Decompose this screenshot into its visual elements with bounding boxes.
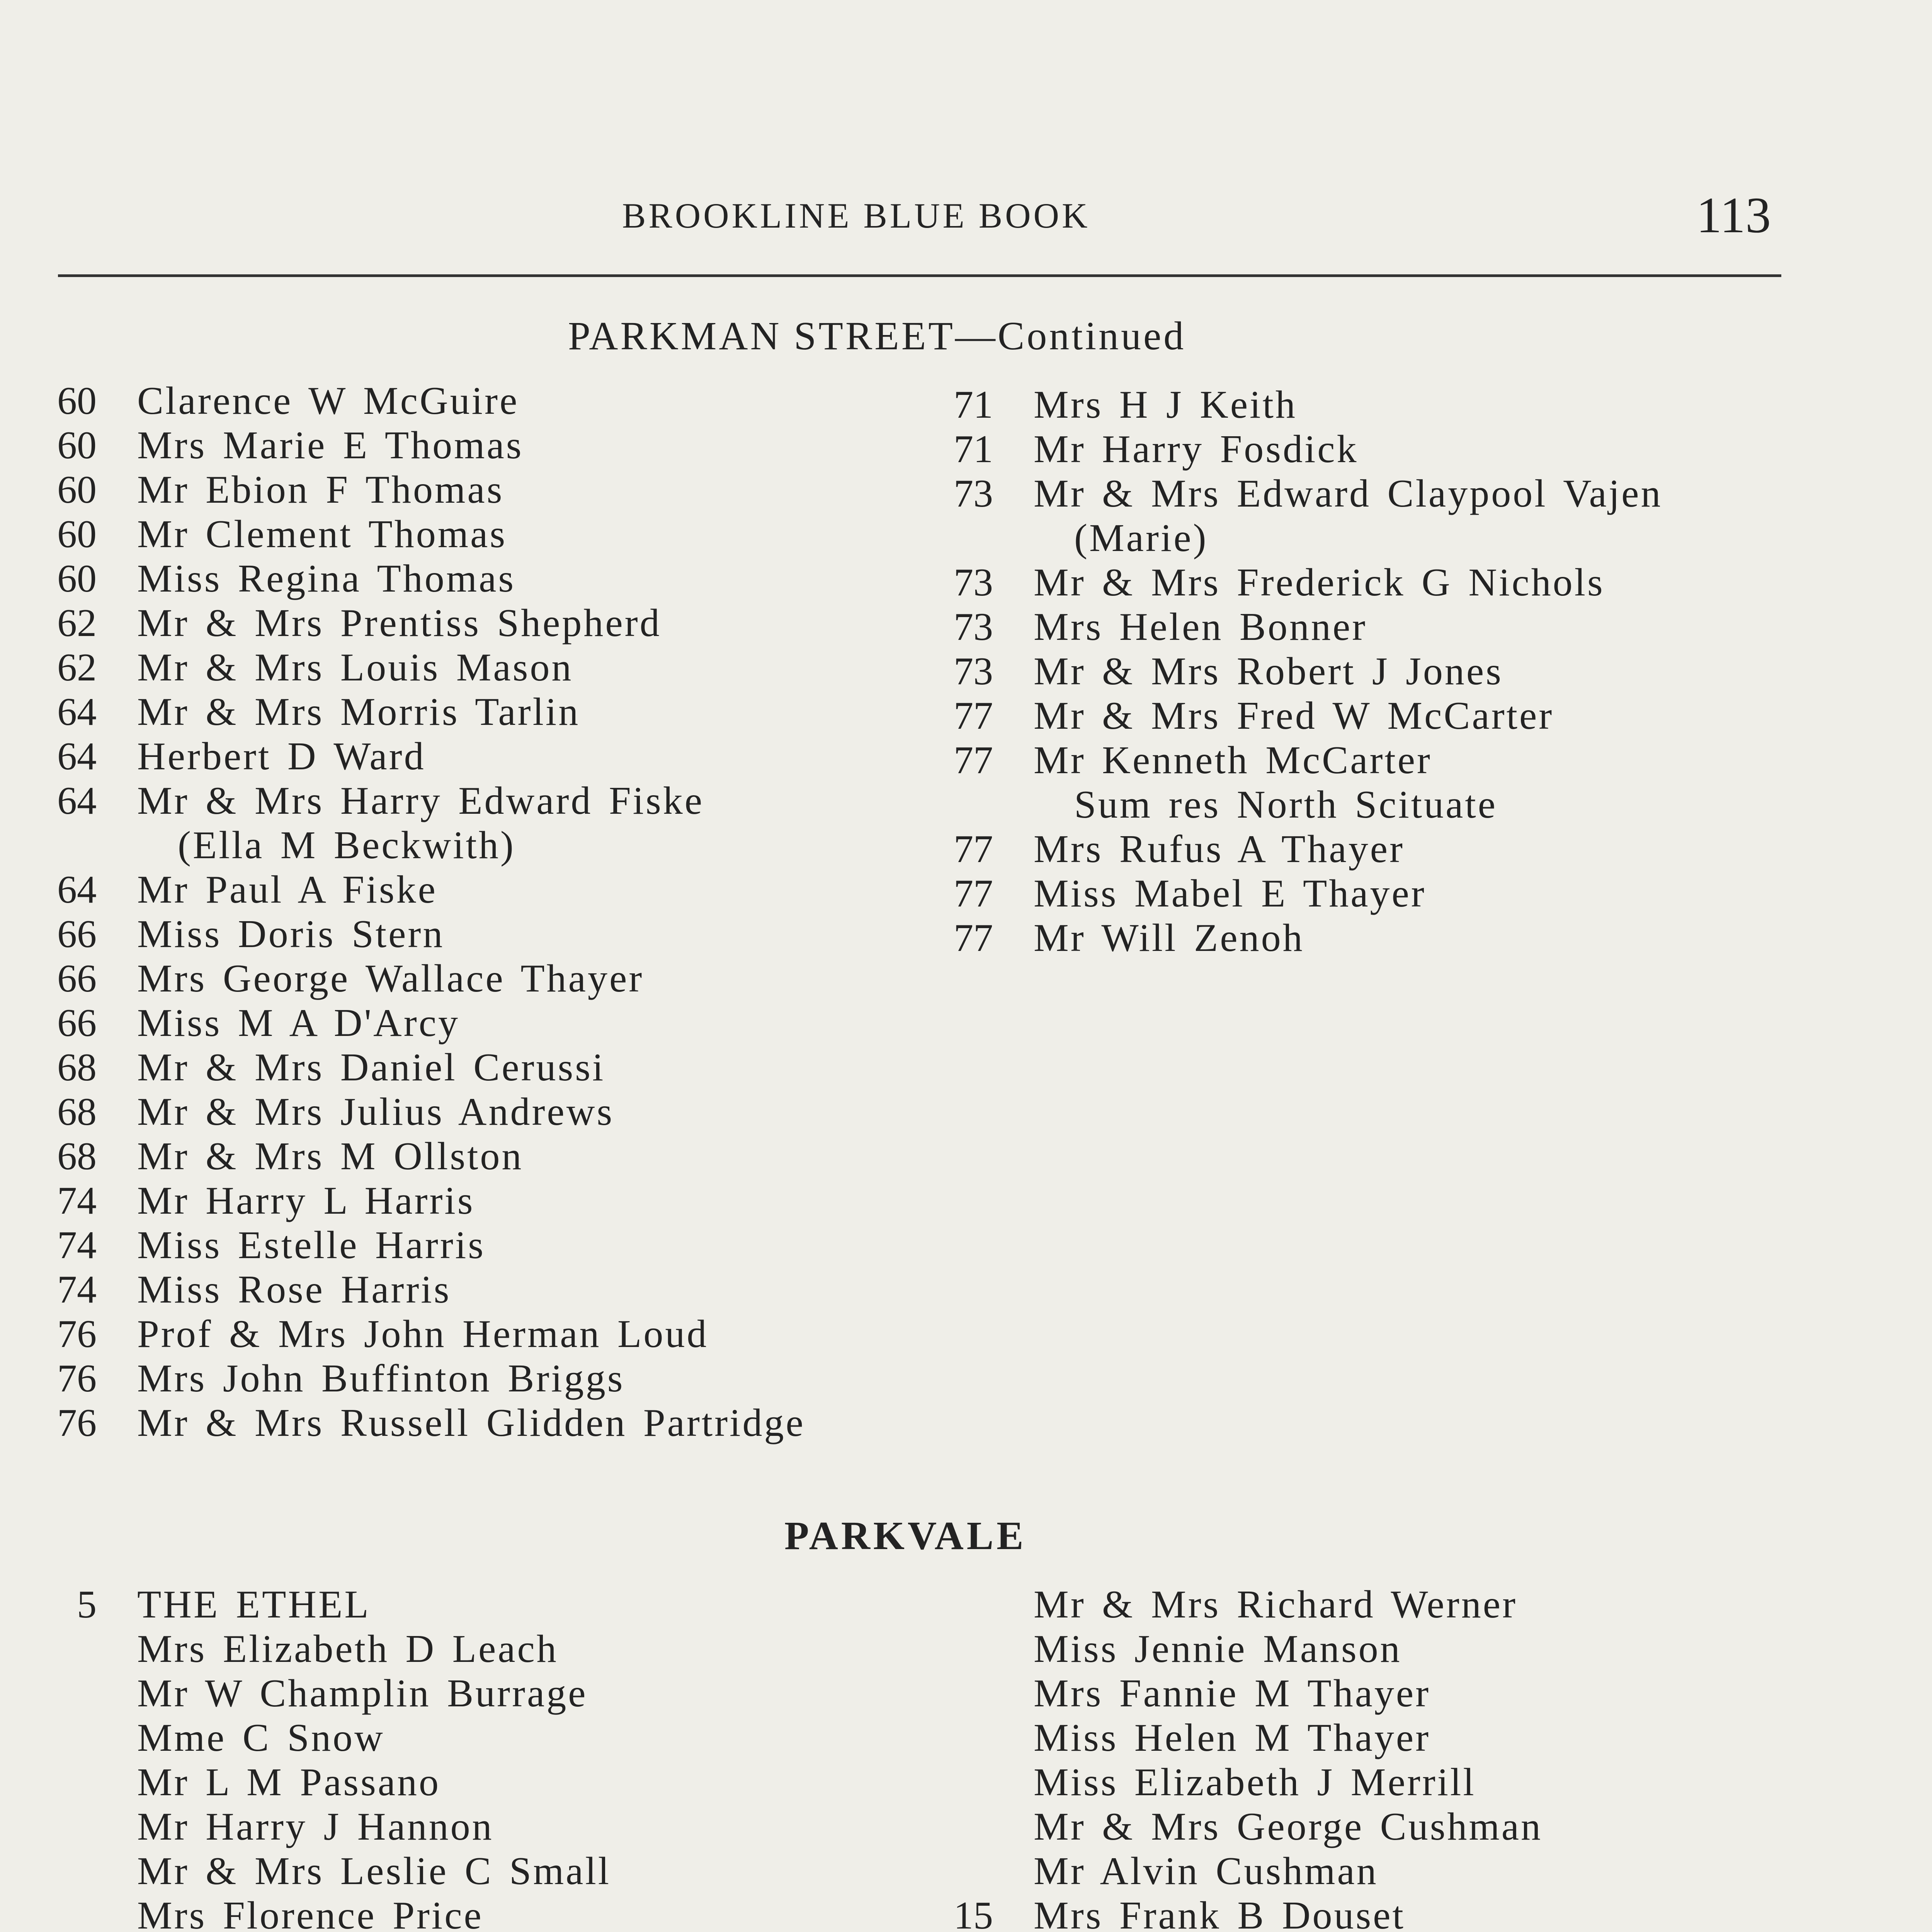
resident-name: Mrs Fannie M Thayer — [1034, 1672, 1431, 1715]
house-number: 64 — [57, 690, 97, 734]
resident-name: Miss Doris Stern — [137, 912, 445, 956]
house-number: 66 — [57, 1001, 97, 1045]
directory-entry — [0, 1001, 908, 1045]
directory-entry — [0, 1134, 908, 1179]
directory-entry — [896, 782, 1804, 827]
directory-entry — [0, 468, 908, 512]
house-number: 77 — [954, 916, 993, 960]
resident-name: Mr & Mrs Harry Edward Fiske — [137, 779, 704, 823]
house-number: 66 — [57, 912, 97, 956]
resident-name: Mme C Snow — [137, 1716, 385, 1760]
directory-entry — [896, 560, 1804, 605]
section-title-parkman-street: PARKMAN STREET—Continued — [568, 314, 1186, 358]
directory-entry — [896, 827, 1804, 871]
house-number: 60 — [57, 468, 97, 512]
directory-entry — [0, 779, 908, 823]
directory-entry — [896, 1582, 1804, 1627]
directory-entry — [896, 1849, 1804, 1893]
resident-name: Mrs George Wallace Thayer — [137, 957, 644, 1000]
house-number: 77 — [954, 694, 993, 738]
running-title: BROOKLINE BLUE BOOK — [622, 196, 1090, 235]
parkman-right-column — [896, 383, 1804, 960]
resident-name: Mr & Mrs George Cushman — [1034, 1805, 1543, 1849]
directory-entry — [0, 645, 908, 690]
directory-entry — [896, 871, 1804, 916]
resident-name: Prof & Mrs John Herman Loud — [137, 1312, 709, 1356]
house-number: 62 — [57, 646, 97, 689]
house-number: 73 — [954, 650, 993, 693]
resident-name: Mrs H J Keith — [1034, 383, 1297, 427]
resident-name: Mr & Mrs Julius Andrews — [137, 1090, 614, 1134]
directory-entry — [0, 556, 908, 601]
resident-name: Mr L M Passano — [137, 1760, 441, 1804]
resident-name: Mr & Mrs Morris Tarlin — [137, 690, 580, 734]
house-number: 77 — [954, 827, 993, 871]
house-number: 74 — [57, 1179, 97, 1223]
directory-entry — [0, 1223, 908, 1267]
directory-entry — [896, 916, 1804, 960]
directory-entry — [0, 1804, 908, 1849]
directory-entry — [0, 1267, 908, 1312]
house-number: 73 — [954, 472, 993, 515]
resident-name: Mr Harry Fosdick — [1034, 427, 1359, 471]
resident-name: Mr & Mrs Frederick G Nichols — [1034, 561, 1605, 604]
house-number: 77 — [954, 738, 993, 782]
directory-entry — [896, 738, 1804, 782]
house-number: 74 — [57, 1223, 97, 1267]
house-number: 66 — [57, 957, 97, 1000]
directory-entry — [0, 1849, 908, 1893]
directory-entry — [0, 601, 908, 645]
resident-name: Mrs John Buffinton Briggs — [137, 1357, 625, 1400]
resident-name: Mr Clement Thomas — [137, 512, 507, 556]
resident-name: THE ETHEL — [137, 1583, 371, 1626]
directory-entry — [0, 379, 908, 423]
directory-entry — [896, 694, 1804, 738]
resident-name: Mrs Elizabeth D Leach — [137, 1627, 558, 1671]
house-number: 76 — [57, 1357, 97, 1400]
directory-entry — [0, 1401, 908, 1445]
house-number: 64 — [57, 735, 97, 778]
directory-entry — [0, 1671, 908, 1716]
resident-name: (Ella M Beckwith) — [178, 823, 515, 867]
directory-entry — [0, 512, 908, 556]
resident-name: Miss M A D'Arcy — [137, 1001, 460, 1045]
resident-name: Mr & Mrs Russell Glidden Partridge — [137, 1401, 805, 1445]
house-number: 60 — [57, 423, 97, 467]
directory-entry — [0, 1312, 908, 1356]
resident-name: (Marie) — [1074, 516, 1208, 560]
resident-name: Miss Elizabeth J Merrill — [1034, 1760, 1476, 1804]
directory-entry — [0, 1582, 908, 1627]
house-number: 60 — [57, 379, 97, 423]
directory-entry — [0, 1090, 908, 1134]
directory-entry — [0, 1893, 908, 1932]
directory-entry — [896, 516, 1804, 560]
directory-entry — [896, 1627, 1804, 1671]
directory-entry — [896, 1893, 1804, 1932]
resident-name: Mr Kenneth McCarter — [1034, 738, 1432, 782]
resident-name: Mr W Champlin Burrage — [137, 1672, 588, 1715]
resident-name: Mr Paul A Fiske — [137, 868, 437, 912]
house-number: 64 — [57, 779, 97, 823]
house-number: 76 — [57, 1312, 97, 1356]
directory-entry — [0, 1760, 908, 1804]
resident-name: Miss Helen M Thayer — [1034, 1716, 1431, 1760]
resident-name: Sum res North Scituate — [1074, 783, 1498, 827]
resident-name: Mrs Frank B Douset — [1034, 1894, 1405, 1932]
resident-name: Mrs Rufus A Thayer — [1034, 827, 1405, 871]
directory-entry — [896, 427, 1804, 471]
directory-entry — [0, 1716, 908, 1760]
directory-entry — [896, 605, 1804, 649]
directory-entry — [896, 1804, 1804, 1849]
directory-entry — [896, 1716, 1804, 1760]
resident-name: Mr & Mrs Richard Werner — [1034, 1583, 1517, 1626]
directory-entry — [0, 912, 908, 956]
resident-name: Miss Jennie Manson — [1034, 1627, 1402, 1671]
resident-name: Mr & Mrs Edward Claypool Vajen — [1034, 472, 1663, 515]
directory-entry — [0, 867, 908, 912]
parkman-left-column — [0, 379, 908, 1445]
resident-name: Mr & Mrs Fred W McCarter — [1034, 694, 1554, 738]
house-number: 73 — [954, 605, 993, 649]
house-number: 68 — [57, 1090, 97, 1134]
directory-entry — [896, 1671, 1804, 1716]
resident-name: Mrs Helen Bonner — [1034, 605, 1367, 649]
directory-entry — [896, 383, 1804, 427]
resident-name: Mr & Mrs Daniel Cerussi — [137, 1046, 605, 1089]
house-number: 62 — [57, 601, 97, 645]
resident-name: Mr Harry J Hannon — [137, 1805, 494, 1849]
parkvale-right-column — [896, 1582, 1804, 1932]
section-title-parkvale: PARKVALE — [784, 1514, 1027, 1558]
resident-name: Miss Estelle Harris — [137, 1223, 485, 1267]
resident-name: Miss Rose Harris — [137, 1268, 451, 1311]
parkvale-left-column — [0, 1582, 908, 1932]
resident-name: Mr & Mrs M Ollston — [137, 1134, 524, 1178]
directory-entry — [896, 1760, 1804, 1804]
house-number: 71 — [954, 427, 993, 471]
house-number: 68 — [57, 1134, 97, 1178]
resident-name: Miss Regina Thomas — [137, 557, 516, 600]
house-number: 60 — [57, 557, 97, 600]
header-rule — [58, 274, 1781, 277]
resident-name: Mr Alvin Cushman — [1034, 1849, 1378, 1893]
house-number: 64 — [57, 868, 97, 912]
resident-name: Mr & Mrs Prentiss Shepherd — [137, 601, 662, 645]
resident-name: Miss Mabel E Thayer — [1034, 872, 1426, 915]
directory-entry — [0, 690, 908, 734]
directory-entry — [896, 471, 1804, 516]
directory-entry — [0, 1179, 908, 1223]
resident-name: Clarence W McGuire — [137, 379, 519, 423]
directory-entry — [0, 956, 908, 1001]
house-number: 5 — [77, 1583, 97, 1626]
house-number: 74 — [57, 1268, 97, 1311]
directory-entry — [0, 1627, 908, 1671]
resident-name: Mr & Mrs Leslie C Small — [137, 1849, 611, 1893]
house-number: 73 — [954, 561, 993, 604]
resident-name: Mr & Mrs Louis Mason — [137, 646, 573, 689]
house-number: 71 — [954, 383, 993, 427]
resident-name: Mr Will Zenoh — [1034, 916, 1304, 960]
house-number: 15 — [954, 1894, 993, 1932]
house-number: 77 — [954, 872, 993, 915]
resident-name: Mrs Florence Price — [137, 1894, 483, 1932]
resident-name: Mr & Mrs Robert J Jones — [1034, 650, 1503, 693]
resident-name: Mr Ebion F Thomas — [137, 468, 504, 512]
resident-name: Mrs Marie E Thomas — [137, 423, 524, 467]
house-number: 60 — [57, 512, 97, 556]
directory-entry — [0, 423, 908, 468]
directory-entry — [0, 823, 908, 867]
directory-entry — [0, 1356, 908, 1401]
house-number: 76 — [57, 1401, 97, 1445]
resident-name: Herbert D Ward — [137, 735, 426, 778]
directory-entry — [896, 649, 1804, 694]
directory-entry — [0, 1045, 908, 1090]
resident-name: Mr Harry L Harris — [137, 1179, 475, 1223]
page-number: 113 — [1696, 187, 1771, 243]
house-number: 68 — [57, 1046, 97, 1089]
directory-entry — [0, 734, 908, 779]
